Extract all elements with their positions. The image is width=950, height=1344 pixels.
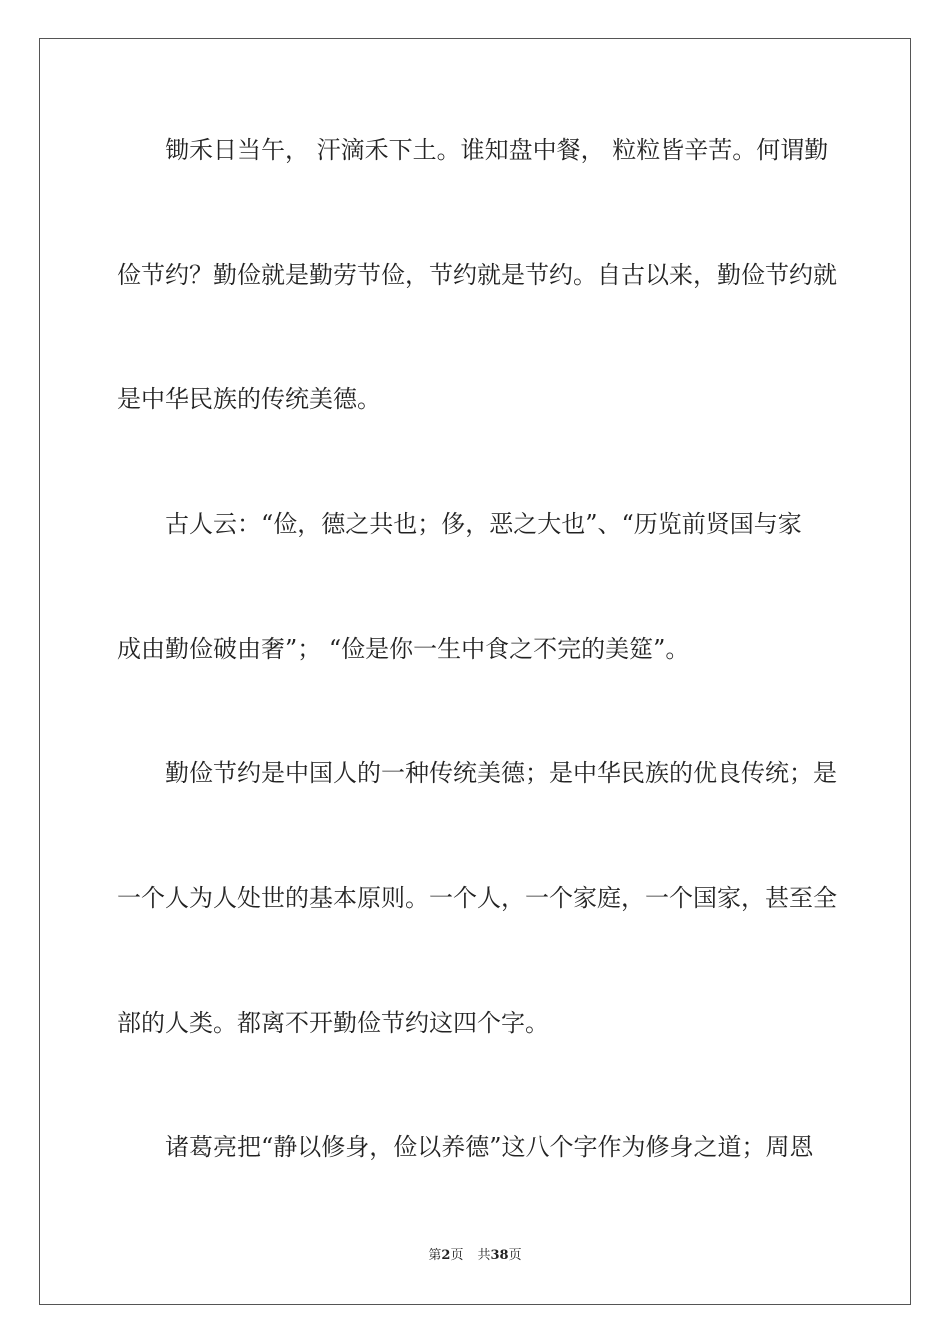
page-number: 2 bbox=[441, 1248, 451, 1263]
text-line-9: 诸葛亮把“静以修身，俭以养德”这八个字作为修身之道；周恩 bbox=[117, 1133, 814, 1161]
page-frame bbox=[39, 38, 911, 1305]
total-suffix: 页 bbox=[508, 1248, 522, 1263]
page-suffix: 页 bbox=[450, 1248, 464, 1263]
total-prefix: 共 bbox=[477, 1248, 491, 1263]
text-line-4: 古人云：“俭，德之共也；侈，恶之大也”、“历览前贤国与家 bbox=[117, 510, 802, 538]
text-line-3: 是中华民族的传统美德。 bbox=[117, 385, 381, 413]
text-line-6: 勤俭节约是中国人的一种传统美德；是中华民族的优良传统；是 bbox=[117, 759, 837, 787]
text-line-5: 成由勤俭破由奢”； “俭是你一生中食之不完的美筵”。 bbox=[117, 635, 690, 663]
text-line-2: 俭节约？勤俭就是勤劳节俭，节约就是节约。自古以来，勤俭节约就 bbox=[117, 261, 837, 289]
page-prefix: 第 bbox=[428, 1248, 442, 1263]
text-line-7: 一个人为人处世的基本原则。一个人，一个家庭，一个国家，甚至全 bbox=[117, 884, 837, 912]
text-line-8: 部的人类。都离不开勤俭节约这四个字。 bbox=[117, 1009, 549, 1037]
total-pages: 38 bbox=[490, 1248, 509, 1263]
page-footer bbox=[0, 1244, 950, 1263]
text-line-1: 锄禾日当午， 汗滴禾下土。谁知盘中餐， 粒粒皆辛苦。何谓勤 bbox=[117, 136, 829, 164]
